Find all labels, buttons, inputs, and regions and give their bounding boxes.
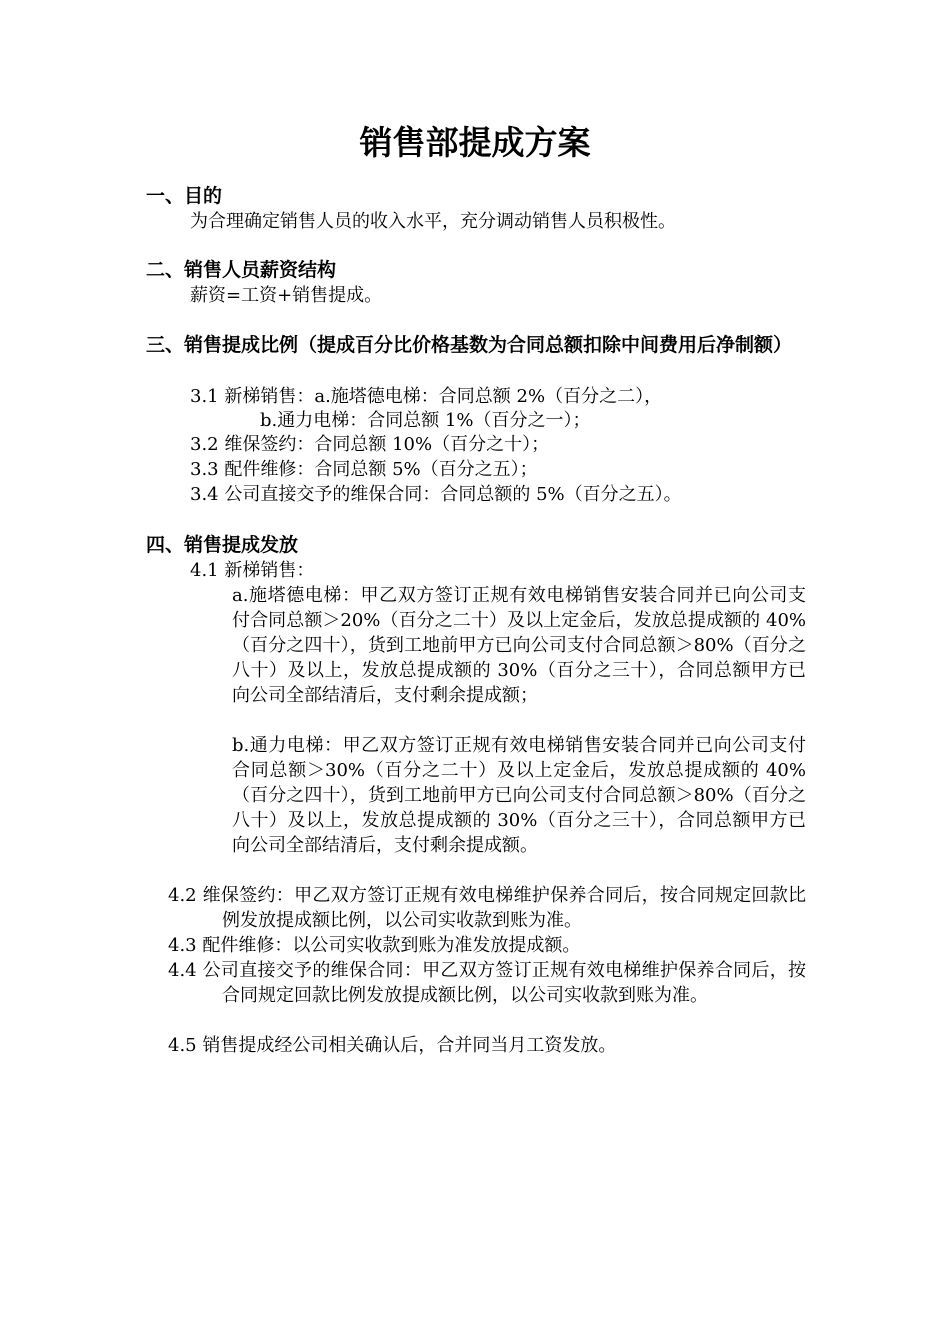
section-3-item-4: 3.4 公司直接交予的维保合同：合同总额的 5%（百分之五）。 <box>190 484 682 505</box>
section-4-item-5: 4.5 销售提成经公司相关确认后，合并同当月工资发放。 <box>168 1035 617 1056</box>
document-title: 销售部提成方案 <box>359 123 591 162</box>
section-2-body: 薪资=工资+销售提成。 <box>190 285 383 306</box>
section-4-item-1: 4.1 新梯销售： <box>190 560 315 581</box>
section-1-body: 为合理确定销售人员的收入水平，充分调动销售人员积极性。 <box>190 211 676 232</box>
section-4-heading: 四、销售提成发放 <box>146 534 299 556</box>
section-3-item-1b: b.通力电梯：合同总额 1%（百分之一）； <box>260 410 591 431</box>
section-4-item-1b: b.通力电梯：甲乙双方签订正规有效电梯销售安装合同并已向公司支付合同总额＞30%（百分之二十）及以上定金后，发放总提成额的 40%（百分之四十），货到工地前甲方已向公司支付合同总额＞80%（百分之八十）及以上，发放总提成额的 30%（百分之三十），合同总额甲方已向公司全部结清后，支付剩余提成额。 <box>232 735 806 856</box>
section-4-item-4: 4.4 公司直接交予的维保合同：甲乙双方签订正规有效电梯维护保养合同后，按合同规定回款比例发放提成额比例，以公司实收款到账为准。 <box>168 960 806 1006</box>
section-4-item-1a: a.施塔德电梯：甲乙双方签订正规有效电梯销售安装合同并已向公司支付合同总额＞20%（百分之二十）及以上定金后，发放总提成额的 40%（百分之四十），货到工地前甲方已向公司支付合同总额＞80%（百分之八十）及以上，发放总提成额的 30%（百分之三十），合同总额甲方已向公司全部结清后，支付剩余提成额； <box>232 585 806 706</box>
section-4-item-3: 4.3 配件维修：以公司实收款到账为准发放提成额。 <box>168 935 581 956</box>
section-2-heading: 二、销售人员薪资结构 <box>146 259 337 281</box>
section-4-item-2: 4.2 维保签约：甲乙双方签订正规有效电梯维护保养合同后，按合同规定回款比例发放提成额比例，以公司实收款到账为准。 <box>168 885 806 931</box>
section-1-heading: 一、目的 <box>146 185 223 207</box>
section-3-item-2: 3.2 维保签约：合同总额 10%（百分之十）； <box>190 434 550 455</box>
section-3-item-3: 3.3 配件维修：合同总额 5%（百分之五）； <box>190 459 538 480</box>
section-3-heading: 三、销售提成比例（提成百分比价格基数为合同总额扣除中间费用后净制额） <box>146 334 793 356</box>
section-3-item-1a: 3.1 新梯销售：a.施塔德电梯：合同总额 2%（百分之二）， <box>190 386 663 407</box>
